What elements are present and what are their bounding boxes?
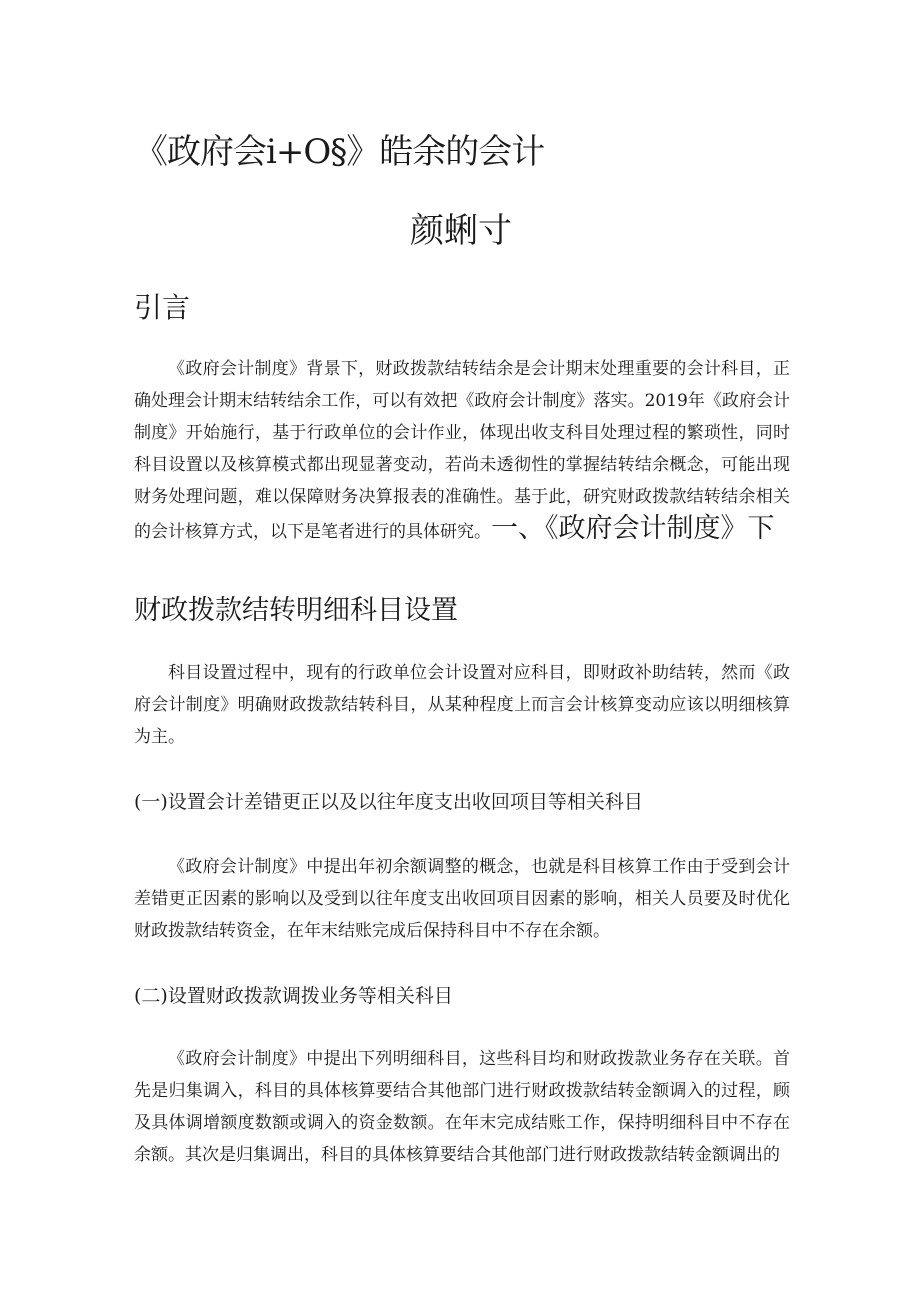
document-title-line-2: 颜蜊寸 bbox=[410, 211, 512, 251]
section1-paragraph: 科目设置过程中，现有的行政单位会计设置对应科目，即财政补助结转，然而《政府会计制度》明确财政拨款结转科目，从某种程度上而言会计核算变动应该以明细核算为主。 bbox=[134, 663, 790, 747]
intro-paragraph bbox=[134, 353, 790, 601]
intro-paragraph-text: 《政府会计制度》背景下，财政拨款结转结余是会计期末处理重要的会计科目，正确处理会计期末结转结余工作，可以有效把《政府会计制度》落实。2019年《政府会计制度》开始施行，基于行政单位的会计作业，体现出收支科目处理过程的繁琐性，同时科目设置以及核算模式都出现显著变动，若尚未透彻性的掌握结转结余概念，可能出现财务处理问题，难以保障财务决算报表的准确性。基于此，研究财政拨款结转结余相关的会计核算方式，以下是笔者进行的具体研究。 bbox=[134, 359, 790, 542]
subsection2-paragraph: 《政府会计制度》中提出下列明细科目，这些科目均和财政拨款业务存在关联。首先是归集调入，科目的具体核算要结合其他部门进行财政拨款结转金额调入的过程，顾及具体调增额度数额或调入的资金数额。在年末完成结账工作，保持明细科目中不存在余额。其次是归集调出，科目的具体核算要结合其他部门进行财政拨款结转金额调出的 bbox=[134, 1049, 790, 1165]
subsection2-heading: (二)设置财政拨款调拨业务等相关科目 bbox=[134, 985, 453, 1007]
subsection1-paragraph: 《政府会计制度》中提出年初余额调整的概念，也就是科目核算工作由于受到会计差错更正因素的影响以及受到以往年度支出收回项目因素的影响，相关人员要及时优化财政拨款结转资金，在年末结账完成后保持科目中不存在余额。 bbox=[134, 857, 790, 941]
section1-heading-part2: 财政拨款结转明细科目设置 bbox=[134, 595, 458, 626]
intro-heading: 引言 bbox=[134, 291, 191, 324]
section1-heading-part1: 一、《政府会计制度》下 bbox=[491, 513, 775, 544]
document-title-line-1: 《政府会i+O§》皓余的会计 bbox=[134, 132, 545, 172]
subsection1-heading: (一)设置会计差错更正以及以往年度支出收回项目等相关科目 bbox=[134, 791, 643, 813]
